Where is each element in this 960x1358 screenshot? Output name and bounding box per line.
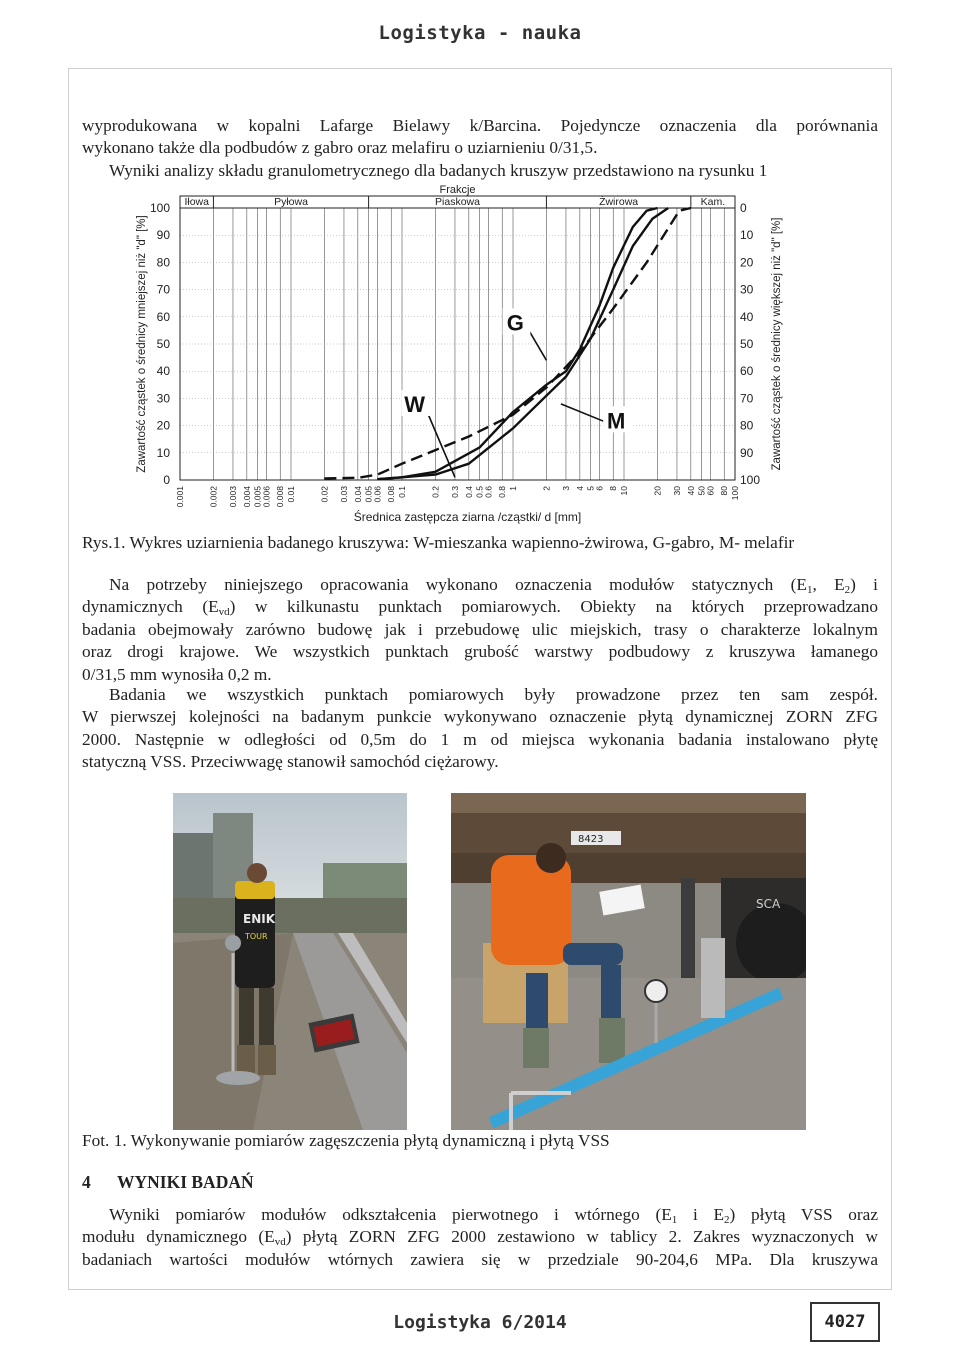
annotation-label-g: G [506, 310, 524, 336]
p4-line-3: badaniach wartości modułów wtórnych zawiera się w przedziale 90-204,6 MPa. Dla kruszywa [82, 1249, 878, 1269]
p2-line-2: dynamicznych $(E_{vd})$ w kilkunastu punktach pomiarowych. Obiekty na których przeprowadzano [82, 597, 878, 619]
x-tick-label: 1 [508, 486, 518, 491]
y-axis-left-title: Zawartość cząstek o średnicy mniejszej niż "d" [%] [136, 215, 148, 473]
x-tick-label: 0.2 [430, 486, 441, 498]
x-tick-label: 100 [730, 486, 740, 501]
photo-static-plate [451, 793, 806, 1130]
x-tick-label: 0.04 [352, 486, 363, 503]
x-tick-label: 10 [619, 486, 629, 496]
series-line-w [324, 208, 690, 478]
chart-series [324, 208, 690, 479]
x-tick-label: 2 [541, 486, 552, 491]
section-heading [82, 1172, 254, 1193]
p3-line-4: statyczną VSS. Przeciwwagę stanowił samochód ciężarowy. [82, 752, 499, 772]
x-tick-label: 40 [685, 486, 696, 496]
shirt-print-2: TOUR [245, 932, 268, 941]
x-tick-label: 0.05 [363, 486, 374, 503]
x-tick-label: 80 [719, 486, 730, 496]
x-tick-label: 0.8 [497, 486, 508, 498]
x-tick-label: 4 [574, 486, 585, 491]
page-number: 4027 [810, 1302, 880, 1342]
y-right-tick-label: 40 [740, 309, 754, 324]
fraction-label: Pyłowa [274, 196, 308, 208]
chart-frame [180, 196, 735, 480]
y-right-tick-label: 20 [740, 255, 754, 270]
x-tick-label: 0.02 [319, 486, 330, 503]
x-tick-label: 0.003 [227, 486, 238, 508]
p3-line-2: W pierwszej kolejności na badanym punkcie wykonywano oznaczenie płytą dynamicznej ZORN ZFG [82, 707, 878, 727]
x-tick-label: 0.006 [261, 486, 272, 508]
x-tick-label: 3 [560, 486, 571, 491]
chart-grid [180, 208, 735, 480]
y-right-tick-label: 10 [740, 228, 754, 243]
y-right-tick-label: 50 [740, 337, 754, 351]
fraction-label: Kam. [700, 196, 726, 208]
y-left-tick-label: 60 [156, 309, 170, 324]
figure-1-caption: Rys.1. Wykres uziarnienia badanego kruszywa: W-mieszanka wapienno-żwirowa, G-gabro, M- melafir [82, 533, 795, 552]
p2-line-3: badania obejmowały zarówno budowę jak i przebudowę ulic miejskich, trasy o charakterze lokalnym [82, 619, 878, 639]
p2-line-4: oraz drogi krajowe. We wszystkich punktach grubość warstwy podbudowy z kruszywa łamanego [82, 642, 878, 662]
truck-brand: SCA [756, 897, 781, 911]
x-tick-label: 6 [594, 486, 605, 491]
x-tick-label: 0.001 [175, 486, 185, 508]
intro-line-3: Wyniki analizy składu granulometrycznego dla badanych kruszyw przedstawiono na rysunku 1 [109, 160, 768, 180]
p4-line-1: Wyniki pomiarów modułów odkształcenia pierwotnego i wtórnego ($E_1$ i $E_2$) płytą VSS oraz [109, 1205, 878, 1226]
y-left-tick-label: 100 [149, 201, 170, 215]
x-tick-label: 0.002 [208, 486, 219, 508]
x-tick-label: 5 [585, 486, 596, 491]
x-tick-label: 0.005 [252, 486, 263, 508]
y-left-tick-label: 80 [156, 255, 170, 270]
x-tick-label: 0.06 [372, 486, 383, 503]
paragraph-3 [82, 684, 878, 774]
y-right-tick-label: 60 [740, 364, 754, 379]
intro-paragraph [82, 115, 878, 182]
x-tick-label: 0.3 [449, 486, 460, 498]
paragraph-2 [82, 574, 878, 686]
x-tick-label: 0.004 [241, 486, 252, 508]
y-left-tick-label: 10 [156, 445, 170, 460]
x-tick-label: 60 [705, 486, 716, 496]
y-left-tick-label: 50 [156, 337, 170, 351]
y-left-tick-label: 90 [156, 228, 170, 243]
y-right-tick-label: 90 [740, 445, 754, 460]
intro-line-1: wyprodukowana w kopalni Lafarge Bielawy k/Barcina. Pojedyncze oznaczenia dla porównania [82, 116, 878, 135]
y-left-tick-label: 20 [156, 418, 170, 433]
y-axis-right-title: Zawartość cząstek o średnicy większej niż "d" [%] [771, 217, 783, 471]
y-left-tick-label: 70 [156, 282, 170, 297]
footer-journal: Logistyka 6/2014 [393, 1312, 567, 1333]
running-header: Logistyka - nauka [378, 22, 582, 44]
p2-line-1: Na potrzeby niniejszego opracowania wykonano oznaczenia modułów statycznych ($E_1$, $E_2$) i [109, 575, 878, 596]
x-tick-label: 0.08 [386, 486, 397, 503]
x-tick-label: 0.1 [397, 486, 407, 498]
fraction-header-title: Frakcje [439, 184, 476, 196]
y-right-tick-label: 100 [740, 473, 761, 487]
series-line-g [377, 208, 668, 479]
annotation-leader-w [425, 406, 455, 477]
chart-border [180, 196, 735, 480]
annotation-label-w: W [404, 392, 426, 417]
photo-caption: Fot. 1. Wykonywanie pomiarów zagęszczenia płytą dynamiczną i płytą VSS [82, 1131, 610, 1150]
x-tick-label: 50 [696, 486, 707, 496]
y-right-tick-label: 80 [740, 418, 754, 433]
x-tick-label: 0.008 [275, 486, 286, 508]
shirt-print: ENIK [243, 912, 276, 926]
x-tick-label: 0.01 [286, 486, 296, 503]
p2-line-5: 0/31,5 mm wynosiła 0,2 m. [82, 664, 272, 684]
p3-line-3: 2000. Następnie w odległości od 0,5m do 1 m od miejsca wykonania badania instalowano płytę [82, 729, 878, 749]
truck-plate: 8423 [578, 834, 604, 845]
y-left-tick-label: 40 [156, 364, 170, 379]
annotation-label-m: M [607, 408, 626, 434]
paragraph-4 [82, 1204, 878, 1271]
intro-line-2: wykonano także dla podbudów z gabro oraz melafiru o uziarnieniu 0/31,5. [82, 138, 598, 158]
series-line-m [377, 208, 657, 479]
x-tick-label: 0.4 [463, 486, 474, 498]
x-tick-label: 0.6 [483, 486, 494, 498]
grain-size-chart [130, 180, 790, 530]
x-axis-ticks [175, 486, 740, 508]
x-tick-label: 0.5 [474, 486, 485, 498]
x-axis-title: Średnica zastępcza ziarna /cząstki/ d [mm] [353, 510, 582, 524]
fraction-label: Piaskowa [435, 196, 480, 208]
fraction-label: Iłowa [184, 196, 209, 208]
y-right-tick-label: 30 [740, 282, 754, 297]
x-tick-label: 8 [608, 486, 619, 491]
y-left-tick-label: 30 [156, 391, 170, 406]
p3-line-1: Badania we wszystkich punktach pomiarowych były prowadzone przez ten sam zespół. [109, 685, 878, 704]
y-right-tick-label: 0 [740, 201, 747, 215]
photo-dynamic-plate [173, 793, 407, 1130]
x-tick-label: 30 [671, 486, 682, 496]
section-number: 4 [82, 1172, 91, 1192]
y-right-tick-label: 70 [740, 391, 754, 406]
fraction-label: Żwirowa [599, 196, 639, 208]
y-left-tick-label: 0 [163, 473, 170, 487]
x-tick-label: 20 [652, 486, 663, 496]
p4-line-2: modułu dynamicznego $(E_{vd})$ płytą ZORN ZFG 2000 zestawiono w tablicy 2. Zakres wyznaczonych w [82, 1227, 878, 1249]
section-title: WYNIKI BADAŃ [117, 1172, 254, 1192]
x-tick-label: 0.03 [338, 486, 349, 503]
